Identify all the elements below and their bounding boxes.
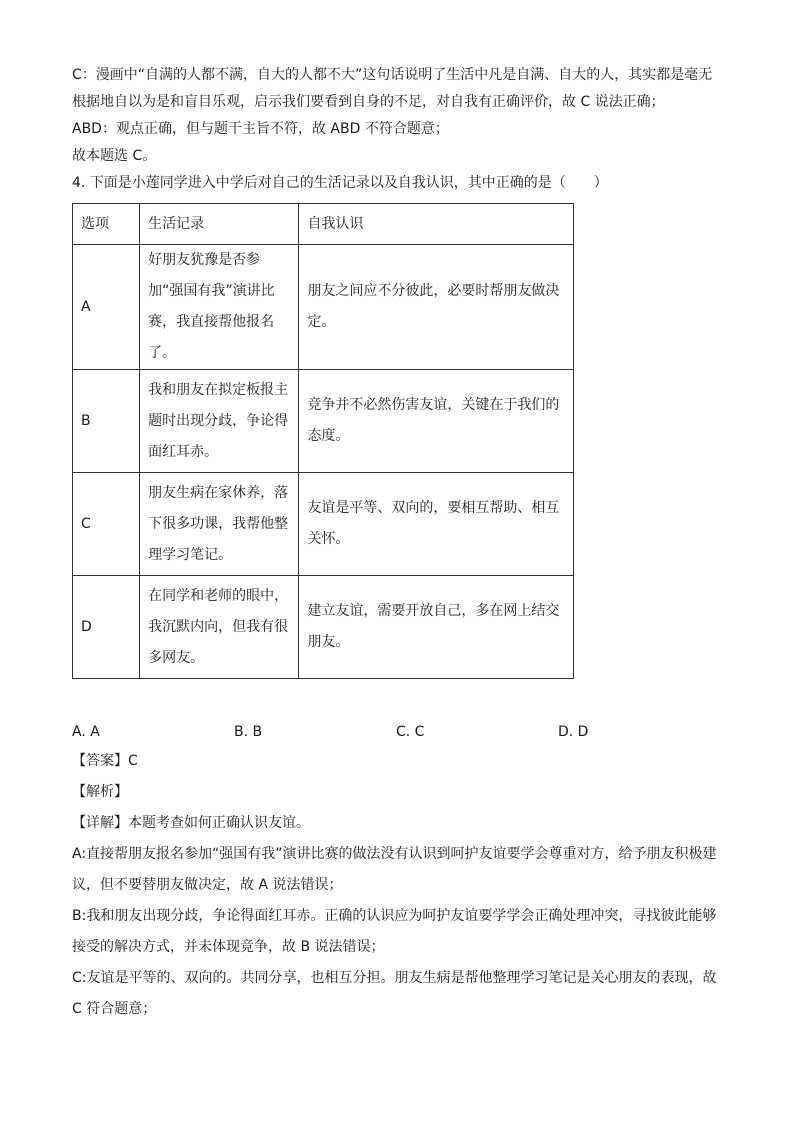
row-cognition: 友谊是平等、双向的，要相互帮助、相互关怀。 [299, 473, 574, 576]
row-record: 朋友生病在家休养，落下很多功课，我帮他整理学习笔记。 [140, 473, 299, 576]
row-record: 好朋友犹豫是否参加“强国有我”演讲比赛，我直接帮他报名了。 [140, 245, 299, 370]
detail-c-line-1: C:友谊是平等的、双向的。共同分享，也相互分担。朋友生病是帮他整理学习笔记是关心朋友的表现，故 [72, 970, 717, 986]
detail-b-line-2: 接受的解决方式，并未体现竞争，故 B 说法错误； [72, 939, 385, 955]
choice-a: A. A [72, 724, 100, 740]
row-cognition: 朋友之间应不分彼此，必要时帮朋友做决定。 [299, 245, 574, 370]
table-row [73, 245, 574, 370]
detail-a-line-2: 议，但不要替朋友做决定，故 A 说法错误； [72, 877, 343, 893]
row-cognition: 建立友谊，需要开放自己，多在网上结交朋友。 [299, 576, 574, 679]
explanation-c-line-1: C：漫画中“自满的人都不满，自大的人都不大”这句话说明了生活中凡是自满、自大的人，其实都是毫无 [72, 67, 713, 83]
row-option: A [73, 245, 140, 370]
detail-b-line-1: B:我和朋友出现分歧，争论得面红耳赤。正确的认识应为呵护友谊要学学会正确处理冲突，寻找彼此能够 [72, 908, 717, 924]
conclusion: 故本题选 C。 [72, 148, 157, 164]
explanation-c-line-2: 根据地自以为是和盲目乐观，启示我们要看到自身的不足，对自我有正确评价，故 C 说法正确； [72, 94, 665, 110]
choice-d: D. D [558, 724, 589, 740]
choice-b: B. B [234, 724, 263, 740]
answer-choices [72, 719, 722, 746]
table-header-row [73, 204, 574, 245]
row-record: 我和朋友在拟定板报主题时出现分歧，争论得面红耳赤。 [140, 370, 299, 473]
row-record: 在同学和老师的眼中，我沉默内向，但我有很多网友。 [140, 576, 299, 679]
row-option: B [73, 370, 140, 473]
detail-intro: 【详解】本题考查如何正确认识友谊。 [72, 815, 310, 831]
question-stem: 4. 下面是小莲同学进入中学后对自己的生活记录以及自我认识，其中正确的是（ ） [72, 175, 608, 191]
analysis-label: 【解析】 [72, 784, 128, 800]
header-cognition: 自我认识 [299, 204, 574, 245]
answer-label: 【答案】C [72, 753, 138, 769]
options-table [72, 203, 574, 679]
table-row [73, 473, 574, 576]
row-option: C [73, 473, 140, 576]
row-option: D [73, 576, 140, 679]
row-cognition: 竞争并不必然伤害友谊，关键在于我们的态度。 [299, 370, 574, 473]
header-option: 选项 [73, 204, 140, 245]
table-row [73, 370, 574, 473]
detail-c-line-2: C 符合题意； [72, 1001, 157, 1017]
header-record: 生活记录 [140, 204, 299, 245]
detail-a-line-1: A:直接帮朋友报名参加“强国有我”演讲比赛的做法没有认识到呵护友谊要学会尊重对方，给予朋友积极建 [72, 846, 717, 862]
document-page [72, 62, 722, 1025]
explanation-abd: ABD：观点正确，但与题干主旨不符，故 ABD 不符合题意； [72, 121, 449, 137]
choice-c: C. C [396, 724, 425, 740]
table-row [73, 576, 574, 679]
